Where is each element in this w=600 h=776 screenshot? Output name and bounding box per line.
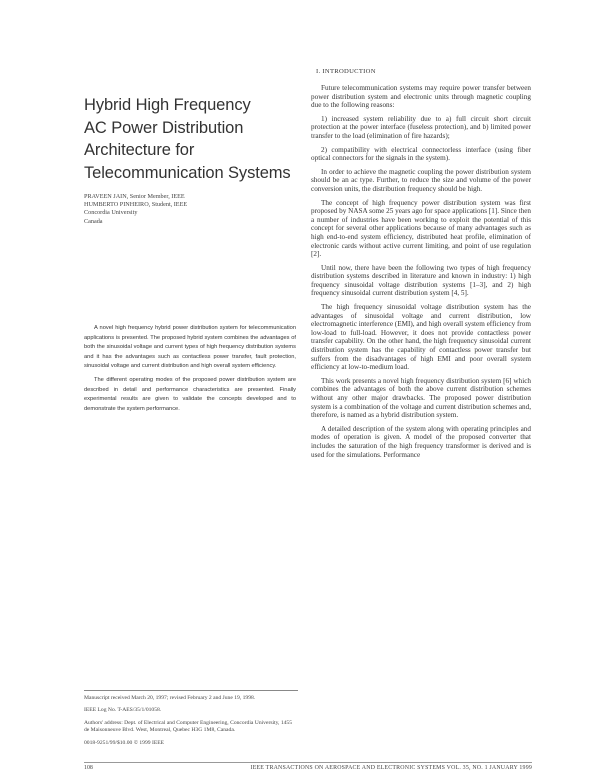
body-paragraph: A detailed description of the system along with operating principles and modes of operation is given. A model of the proposed converter that includes the saturation of the high frequency transformer is derived and is used for the simulations. Performance [311,424,531,459]
abstract [84,324,296,418]
author-affiliation: Concordia University [84,209,138,217]
footnote-address: Authors' address: Dept. of Electrical and Computer Engineering, Concordia University, 1455 de Maisonneuve Blvd. West, Montreal, Quebec H3G 1M8, Canada. [84,719,293,734]
author-block [84,193,294,226]
body-paragraph: The high frequency sinusoidal voltage distribution system has the advantages of sinusoidal voltage and current distribution, low electromagnetic interference (EMI), and high overall system efficiency from low-load to full-load. However, it does not provide contactless power transfer capability. On the other hand, the high frequency sinusoidal current distribution system has the capability of contactless power transfer but suffers from the disadvantages of high EMI and poor overall system efficiency at low-to-medium load. [311,303,531,372]
author-country: Canada [84,217,103,225]
body-paragraph: 1) increased system reliability due to a) full circuit short circuit protection at the power interface (fuseless protection), and b) limited power transfer to the load (elimination of fire hazards); [311,114,531,140]
body-paragraph: The concept of high frequency power distribution system was first proposed by NASA some 25 years ago for space applications [1]. Since then a number of industries have been working to exploit the potential of this concept for several other applications because of many advantages such as high end-to-end system efficiency, distributed heat profile, elimination of electronic cards without active current limiting, and point of use regulation [2]. [311,198,531,259]
footnote-rule [84,690,298,691]
title-line: AC Power Distribution [84,118,244,137]
author-name: HUMBERTO PINHEIRO, Student, IEEE [84,201,188,209]
paper-title [84,94,294,184]
page-footer [84,764,532,773]
footnote-log: IEEE Log No. T-AES/35/1/01058. [84,707,162,714]
title-line: Architecture for [84,141,195,159]
abstract-paragraph: A novel high frequency hybrid power distribution system for telecommunication applications is presented. The proposed hybrid system combines the advantages of both the sinusoidal voltage and current types of high frequency distribution systems and it has the advantages such as contactless power transfer, fault protection, sinusoidal voltage and current distribution and high overall system efficiency. [84,325,296,370]
body-column [311,84,531,756]
body-paragraph: 2) compatibility with electrical connectorless interface (using fiber optical connectors for the signals in the system). [311,145,531,163]
footnotes [84,690,298,752]
body-paragraph: Until now, there have been the following two types of high frequency distribution systems described in literature and known in industry: 1) high frequency sinusoidal voltage distribution systems [1–3], and 2) high frequency sinusoidal current distribution system [4, 5]. [311,263,531,298]
section-heading: I. INTRODUCTION [316,68,376,75]
footnote-copyright: 0018-9251/99/$10.00 © 1999 IEEE [84,739,165,746]
title-line: Telecommunication Systems [84,163,291,182]
title-line: Hybrid High Frequency [84,96,251,114]
footnote-manuscript: Manuscript received March 20, 1997; revised February 2 and June 19, 1998. [84,695,256,701]
footer-rule [84,762,532,763]
body-paragraph: Future telecommunication systems may require power transfer between power distribution system and electronic units through magnetic coupling due to the following reasons: [311,84,531,110]
page-number: 108 [84,765,93,771]
body-paragraph: This work presents a novel high frequency distribution system [6] which combines the advantages of both the above current distribution schemes without any other major drawbacks. The proposed power distribution system is a combination of the voltage and current distribution schemes and, therefore, is named as a hybrid distribution system. [311,376,531,420]
journal-citation: IEEE TRANSACTIONS ON AEROSPACE AND ELECTRONIC SYSTEMS VOL. 35, NO. 1 JANUARY 1999 [250,765,532,771]
body-paragraph: In order to achieve the magnetic coupling the power distribution system should be an ac type. Further, to reduce the size and volume of the power conversion units, the distribution frequency should be high. [311,167,531,193]
author-name: PRAVEEN JAIN, Senior Member, IEEE [84,193,185,200]
abstract-paragraph: The different operating modes of the proposed power distribution system are described in detail and performance characteristics are presented. Finally experimental results are given to validate the concepts developed and to demonstrate the system performance. [84,376,296,412]
